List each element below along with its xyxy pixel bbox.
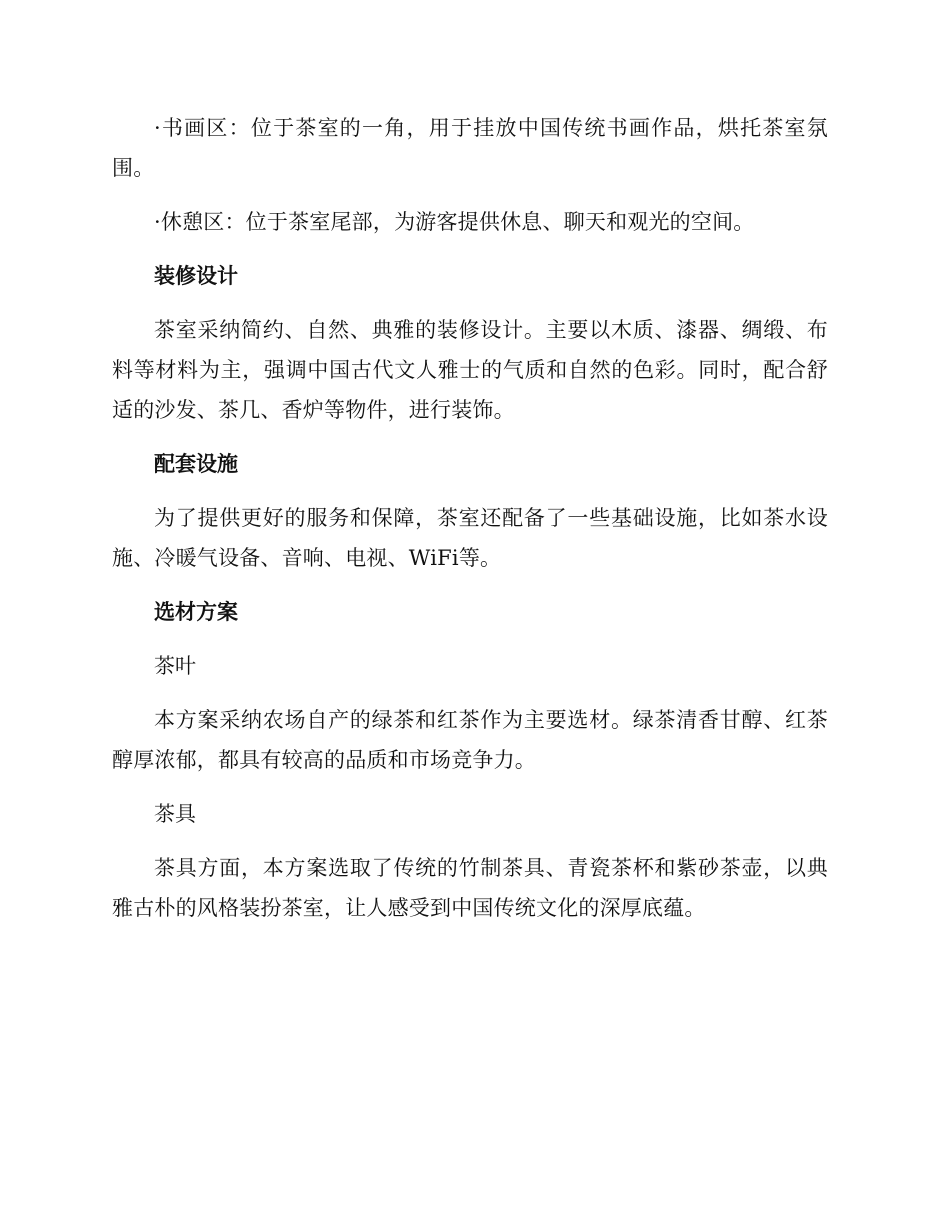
- paragraph-decoration-design: 茶室采纳简约、自然、典雅的装修设计。主要以木质、漆器、绸缎、布料等材料为主，强调中国古代文人雅士的气质和自然的色彩。同时，配合舒适的沙发、茶几、香炉等物件，进行装饰。: [112, 318, 828, 422]
- document-body: [112, 108, 828, 928]
- subheading-tea-leaves: 茶叶: [154, 654, 196, 678]
- paragraph-teaware: 茶具方面，本方案选取了传统的竹制茶具、青瓷茶杯和紫砂茶壶，以典雅古朴的风格装扮茶室，让人感受到中国传统文化的深厚底蕴。: [112, 856, 828, 920]
- heading-facilities: 配套设施: [154, 452, 238, 476]
- subheading-teaware: 茶具: [154, 802, 196, 826]
- heading-material-plan: 选材方案: [154, 600, 238, 624]
- paragraph-tea-leaves: 本方案采纳农场自产的绿茶和红茶作为主要选材。绿茶清香甘醇、红茶醇厚浓郁，都具有较高的品质和市场竞争力。: [112, 708, 828, 772]
- bullet-rest-area: ·休憩区：位于茶室尾部，为游客提供休息、聊天和观光的空间。: [154, 210, 755, 234]
- heading-decoration-design: 装修设计: [154, 264, 238, 288]
- bullet-calligraphy-area: ·书画区：位于茶室的一角，用于挂放中国传统书画作品，烘托茶室氛围。: [112, 116, 828, 180]
- paragraph-facilities: 为了提供更好的服务和保障，茶室还配备了一些基础设施，比如茶水设施、冷暖气设备、音响、电视、WiFi等。: [112, 506, 828, 570]
